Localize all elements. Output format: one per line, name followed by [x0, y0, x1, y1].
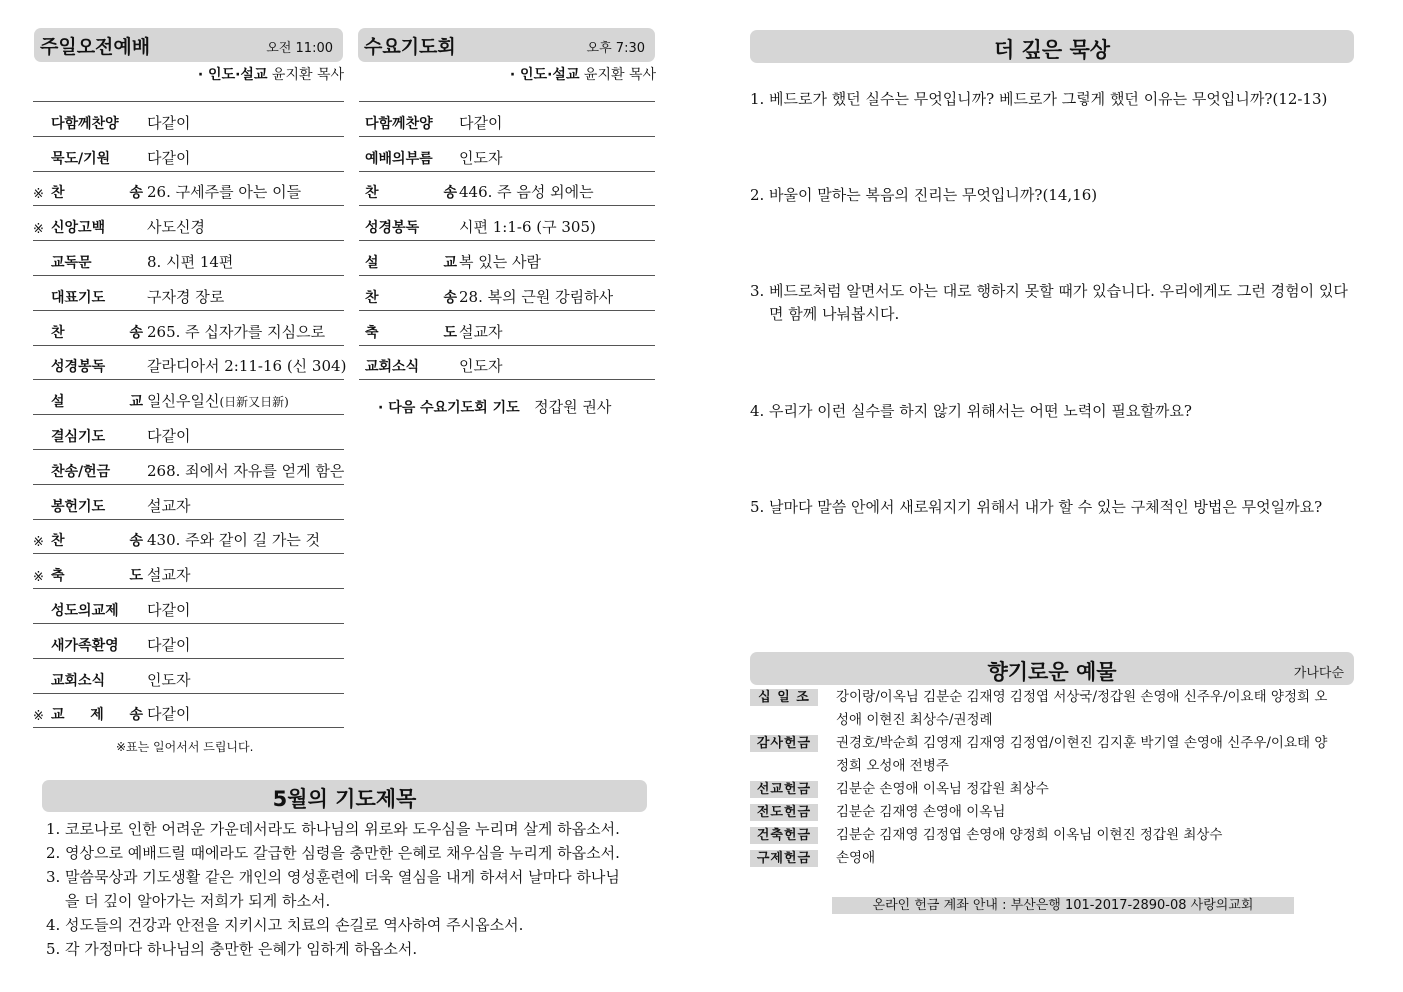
- order-row: [33, 694, 344, 729]
- order-item-label: 축 도: [365, 324, 457, 341]
- order-item-value-text: 26. 구세주를 아는 이들: [147, 183, 302, 202]
- order-row: [359, 276, 655, 311]
- order-row: [33, 241, 344, 276]
- order-row: [33, 102, 344, 137]
- meditation-question: [750, 400, 1360, 423]
- stand-mark: ※: [33, 535, 44, 551]
- offering-row: [750, 801, 1340, 824]
- question-text: 바울이 말하는 복음의 진리는 무엇입니까?(14,16): [769, 186, 1098, 204]
- order-item-label: 신앙고백: [51, 220, 106, 237]
- order-item-value: [147, 321, 325, 342]
- prayer-item: [46, 865, 626, 913]
- order-row: [33, 415, 344, 450]
- offering-title: 향기로운 예물: [987, 660, 1117, 684]
- order-row: [359, 241, 655, 276]
- order-row: [33, 380, 344, 415]
- online-offering-account: 온라인 헌금 계좌 안내 : 부산은행 101-2017-2890-08 사랑의교회: [832, 897, 1294, 914]
- order-row: [33, 520, 344, 555]
- meditation-title: 더 깊은 묵상: [993, 38, 1111, 62]
- prayer-item: [46, 937, 626, 961]
- offering-names: 김분순 손영애 이옥님 정갑원 최상수: [836, 781, 1049, 797]
- order-item-value-text: 다같이: [147, 113, 191, 132]
- prayer-item-text: 성도들의 건강과 안전을 지키시고 치료의 손길로 역사하여 주시옵소서.: [65, 916, 524, 934]
- offering-names: 권경호/박순희 김영재 김재영 김정엽/이현진 김지훈 박기열 손영애 신주우/이요태 양정희 오성애 전병주: [836, 735, 1328, 774]
- order-row: [359, 346, 655, 381]
- order-item-value: 시편 1:1-6 (구 305): [459, 218, 596, 237]
- order-item-value-text: 구자경 장로: [147, 287, 225, 306]
- prayer-item-number: 3.: [46, 868, 61, 886]
- order-row: [33, 346, 347, 381]
- sunday-time: 오전 11:00: [266, 41, 333, 56]
- order-row: [33, 624, 344, 659]
- offering-names: 손영애: [836, 850, 876, 866]
- order-item-label: 찬 송: [51, 324, 143, 341]
- order-item-value-text: 다같이: [147, 635, 191, 654]
- order-item-value-text: 268. 죄에서 자유를 얻게 함은: [147, 461, 345, 480]
- wednesday-title: 수요기도회: [364, 36, 456, 58]
- order-item-label: 결심기도: [51, 428, 106, 445]
- offering-row: [750, 732, 1340, 778]
- offering-row: [750, 847, 1340, 870]
- sunday-leader: [198, 64, 344, 84]
- wednesday-header: [358, 28, 655, 62]
- offering-list: [750, 686, 1340, 870]
- order-row: [33, 659, 344, 694]
- prayer-item: [46, 841, 626, 865]
- sunday-header: [34, 28, 343, 62]
- order-item-value-text: 사도신경: [147, 218, 205, 237]
- offering-order-note: 가나다순: [1293, 666, 1344, 681]
- order-item-value: [147, 564, 190, 585]
- order-item-value-text: 다같이: [147, 148, 191, 167]
- order-item-value: [147, 495, 190, 516]
- order-item-label: 새가족환영: [51, 637, 119, 654]
- prayer-item-text: 영상으로 예배드릴 때에라도 갈급한 심령을 충만한 은혜로 채우심을 누리게 하옵소서.: [65, 844, 620, 862]
- order-item-value: 인도자: [459, 148, 503, 167]
- order-row: [359, 102, 655, 137]
- order-row: [359, 172, 655, 207]
- order-item-value: [147, 460, 344, 481]
- order-item-value: [147, 634, 190, 655]
- stand-mark: ※: [33, 222, 44, 238]
- meditation-question: [750, 496, 1360, 519]
- meditation-question: [750, 88, 1360, 111]
- meditation-questions: [750, 88, 1360, 528]
- wednesday-leader-name: 윤지환 목사: [583, 67, 656, 83]
- offering-row: [750, 824, 1340, 847]
- order-item-label: 찬 송: [365, 289, 457, 306]
- standing-note: ※표는 일어서서 드립니다.: [116, 740, 254, 754]
- meditation-question: [750, 280, 1360, 326]
- order-item-value-text: 다같이: [147, 600, 191, 619]
- wednesday-time: 오후 7:30: [586, 41, 645, 56]
- order-row: [33, 137, 344, 172]
- prayer-item: [46, 913, 626, 937]
- prayer-item-number: 2.: [46, 844, 61, 862]
- order-item-value: [147, 286, 224, 307]
- sunday-leader-name: 윤지환 목사: [271, 67, 344, 83]
- order-item-value: 복 있는 사람: [459, 252, 541, 271]
- question-number: 5.: [750, 498, 765, 516]
- order-item-label: 묵도/기원: [51, 150, 111, 167]
- question-text: 베드로가 했던 실수는 무엇입니까? 베드로가 그렇게 했던 이유는 무엇입니까?(12-13): [769, 90, 1328, 108]
- order-item-value: 다같이: [459, 113, 503, 132]
- prayer-item-text: 말씀묵상과 기도생활 같은 개인의 영성훈련에 더욱 열심을 내게 하셔서 날마다 하나님을 더 깊이 알아가는 저희가 되게 하소서.: [65, 868, 620, 910]
- offering-type-label: 감사헌금: [750, 735, 818, 752]
- question-text: 베드로처럼 알면서도 아는 대로 행하지 못할 때가 있습니다. 우리에게도 그런 경험이 있다면 함께 나눠봅시다.: [769, 282, 1348, 323]
- stand-mark: ※: [33, 570, 44, 586]
- order-item-value: [147, 147, 190, 168]
- offering-type-label: 십 일 조: [750, 689, 818, 706]
- order-item-value: [147, 425, 190, 446]
- order-item-value-text: 인도자: [147, 670, 191, 689]
- order-item-value: [147, 355, 346, 376]
- wednesday-leader-label: · 인도·설교: [509, 67, 580, 83]
- order-item-label: 다함께찬양: [51, 115, 119, 132]
- order-item-label: 설 교: [51, 394, 143, 411]
- order-row: [359, 206, 655, 241]
- question-text: 날마다 말씀 안에서 새로워지기 위해서 내가 할 수 있는 구체적인 방법은 무엇일까요?: [769, 498, 1323, 516]
- offering-row: [750, 686, 1340, 732]
- prayer-title: 5월의 기도제목: [272, 787, 417, 811]
- prayer-item-number: 4.: [46, 916, 61, 934]
- offering-type-label: 구제헌금: [750, 850, 818, 867]
- offering-header: [750, 652, 1354, 685]
- prayer-item-text: 코로나로 인한 어려운 가운데서라도 하나님의 위로와 도우심을 누리며 살게 하옵소서.: [65, 820, 620, 838]
- order-item-value: [147, 529, 320, 550]
- prayer-item-number: 5.: [46, 940, 61, 958]
- offering-names: 김분순 김재영 김정엽 손영애 양정희 이옥님 이현진 정갑원 최상수: [836, 827, 1223, 843]
- order-item-value: 설교자: [459, 322, 503, 341]
- order-item-value-text: 8. 시편 14편: [147, 252, 234, 271]
- prayer-item-text: 각 가정마다 하나님의 충만한 은혜가 임하게 하옵소서.: [65, 940, 418, 958]
- next-prayer-name: 정갑원 권사: [534, 398, 612, 416]
- wednesday-leader: [510, 64, 656, 84]
- stand-mark: ※: [33, 709, 44, 725]
- order-item-label: 찬송/헌금: [51, 463, 111, 480]
- next-prayer-label: · 다음 수요기도회 기도: [378, 400, 520, 416]
- order-row: [33, 172, 344, 207]
- prayer-header: [42, 780, 647, 812]
- order-row: [33, 311, 344, 346]
- offering-type-label: 전도헌금: [750, 804, 818, 821]
- order-item-value: [147, 112, 190, 133]
- question-number: 4.: [750, 402, 765, 420]
- order-item-value: [147, 703, 190, 724]
- meditation-question: [750, 184, 1360, 207]
- order-row: [33, 276, 344, 311]
- offering-names: 김분순 김재영 손영애 이옥님: [836, 804, 1006, 820]
- order-item-label: 교 제 송: [51, 707, 143, 724]
- order-item-value-text: 설교자: [147, 496, 191, 515]
- order-item-value: 28. 복의 근원 강림하사: [459, 287, 614, 306]
- order-item-label: 교독문: [51, 254, 92, 271]
- order-item-value-text: 다같이: [147, 426, 191, 445]
- order-item-label: 다함께찬양: [365, 115, 433, 132]
- sunday-leader-label: · 인도·설교: [197, 67, 268, 83]
- order-row: [33, 450, 344, 485]
- offering-type-label: 선교헌금: [750, 781, 818, 798]
- order-item-value: 인도자: [459, 357, 503, 376]
- sunday-title: 주일오전예배: [40, 36, 151, 58]
- offering-type-label: 건축헌금: [750, 827, 818, 844]
- order-item-value-text: 설교자: [147, 566, 191, 585]
- order-item-value: [147, 599, 190, 620]
- order-item-value: [147, 216, 205, 237]
- order-item-label: 성도의교제: [51, 602, 119, 619]
- prayer-item-number: 1.: [46, 820, 61, 838]
- order-item-label: 축 도: [51, 568, 143, 585]
- order-item-label: 교회소식: [365, 359, 420, 376]
- order-item-label: 봉헌기도: [51, 498, 106, 515]
- sunday-order-of-service: [33, 101, 347, 728]
- order-item-value-hanja: (日新又日新): [219, 395, 289, 410]
- order-item-label: 예배의부름: [365, 150, 433, 167]
- prayer-item: [46, 817, 626, 841]
- order-item-value: [147, 251, 233, 272]
- order-row: [33, 485, 344, 520]
- order-item-label: 성경봉독: [51, 359, 106, 376]
- order-item-label: 성경봉독: [365, 220, 420, 237]
- order-item-value-text: 다같이: [147, 705, 191, 724]
- offering-names: 강이랑/이옥님 김분순 김재영 김정엽 서상국/정갑원 손영애 신주우/이요태 양정희 오성애 이현진 최상수/권정례: [836, 689, 1328, 728]
- order-item-value: [147, 390, 289, 411]
- order-item-label: 대표기도: [51, 289, 106, 306]
- question-number: 3.: [750, 282, 765, 300]
- question-number: 2.: [750, 186, 765, 204]
- order-item-value-text: 265. 주 십자가를 지심으로: [147, 322, 326, 341]
- stand-mark: ※: [33, 187, 44, 203]
- question-text: 우리가 이런 실수를 하지 않기 위해서는 어떤 노력이 필요할까요?: [769, 402, 1192, 420]
- order-item-value: 446. 주 음성 외에는: [459, 183, 594, 202]
- wednesday-order-of-service: [359, 101, 655, 380]
- order-item-value-text: 갈라디아서 2:11-16 (신 304): [147, 357, 347, 376]
- order-item-label: 찬 송: [51, 185, 143, 202]
- order-item-label: 설 교: [365, 254, 457, 271]
- order-row: [33, 206, 344, 241]
- offering-row: [750, 778, 1340, 801]
- next-wednesday-prayer: [378, 396, 611, 417]
- order-row: [33, 554, 344, 589]
- prayer-list: [46, 817, 626, 961]
- order-item-value-text: 일신우일신: [147, 392, 220, 411]
- order-row: [33, 589, 344, 624]
- order-item-value: [147, 181, 301, 202]
- order-row: [359, 311, 655, 346]
- order-item-label: 찬 송: [365, 185, 457, 202]
- order-row: [359, 137, 655, 172]
- order-item-label: 찬 송: [51, 533, 143, 550]
- order-item-value-text: 430. 주와 같이 길 가는 것: [147, 531, 321, 550]
- order-item-value: [147, 669, 190, 690]
- meditation-header: [750, 30, 1354, 63]
- order-item-label: 교회소식: [51, 672, 106, 689]
- question-number: 1.: [750, 90, 765, 108]
